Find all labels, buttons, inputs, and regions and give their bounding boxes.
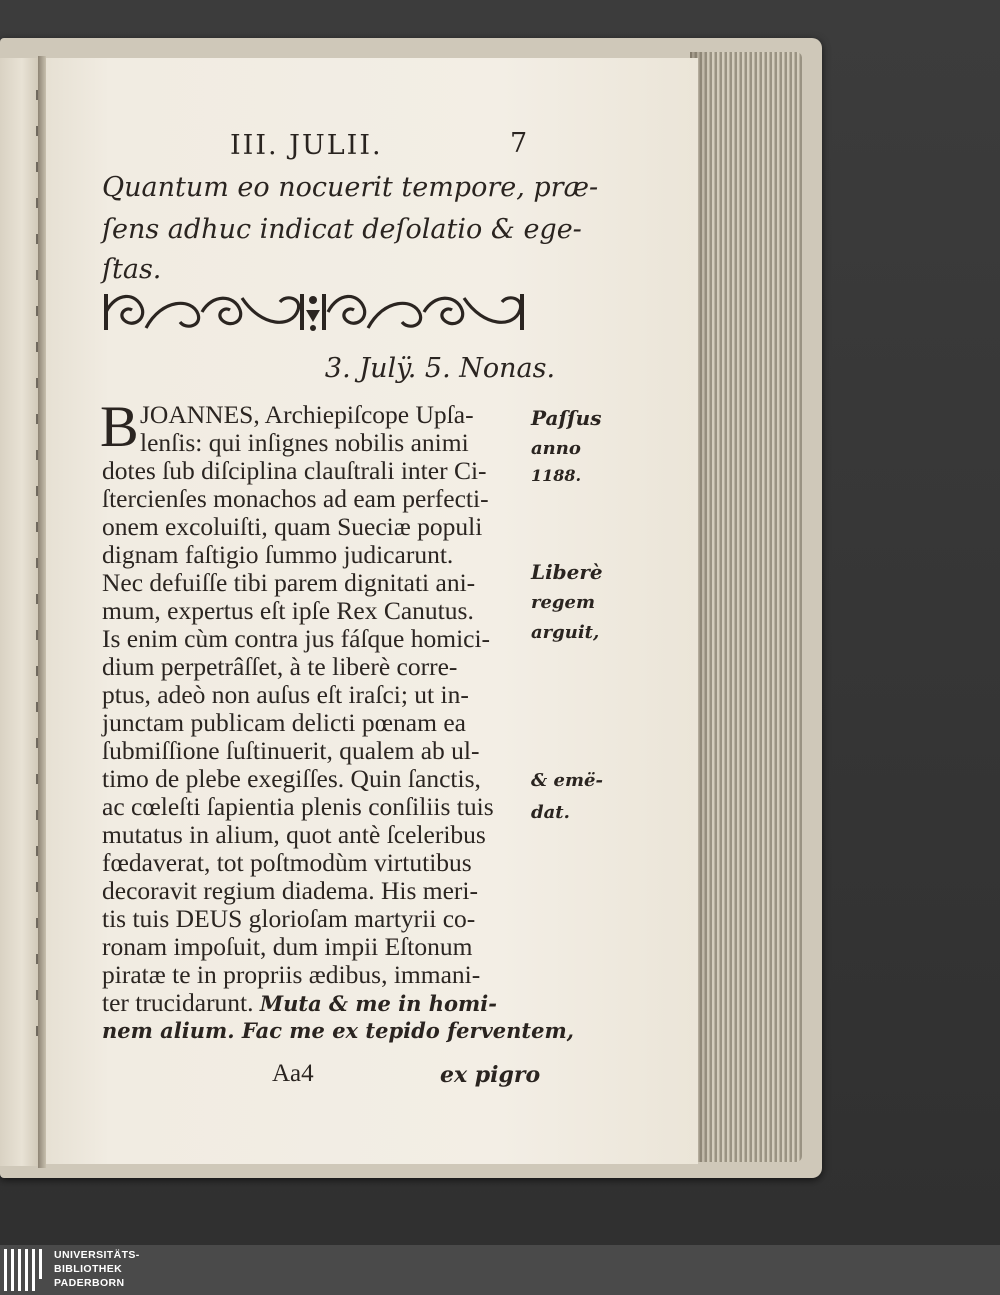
library-line-2: BIBLIOTHEK — [54, 1263, 123, 1275]
body-line-23: nem alium. Fac me ex tepido ferventem, — [102, 1018, 574, 1043]
body-line-9: Is enim cùm contra jus fáſque homici- — [102, 624, 491, 653]
body-line-15: ac cœleſti ſapientia plenis conſiliis tuis — [102, 792, 494, 821]
page-number: 7 — [510, 128, 528, 159]
body-line-12: junctam publicam delicti pœnam ea — [102, 708, 466, 737]
day-heading — [0, 353, 1000, 384]
library-logo-icon — [4, 1249, 48, 1291]
signature-mark: Aa4 — [272, 1060, 314, 1087]
body-line-1: JOANNES, Archiepiſcope Upſa- — [140, 400, 474, 429]
body-line-13: ſubmiſſione ſuſtinuerit, qualem ab ul- — [102, 736, 480, 765]
library-footer — [0, 1245, 1000, 1295]
margin-note-5: regem — [531, 592, 596, 613]
body-line-11: ptus, adeò non auſus eſt iraſci; ut in- — [102, 680, 469, 709]
body-line-14: timo de plebe exegiſſes. Quin ſanctis, — [102, 764, 481, 793]
ornament-band — [102, 288, 526, 336]
margin-note-3: 1188. — [531, 466, 582, 485]
body-line-10: dium perpetrâſſet, à te liberè corre- — [102, 652, 458, 681]
body-line-8: mum, expertus eſt ipſe Rex Canutus. — [102, 596, 474, 625]
library-name — [54, 1248, 140, 1290]
margin-note-7: & emë- — [531, 770, 603, 791]
body-line-21: piratæ te in propriis ædibus, immani- — [102, 960, 481, 989]
body-line-20: ronam impoſuit, dum impii Eſtonum — [102, 932, 473, 961]
drop-cap: B — [100, 394, 139, 459]
body-line-19: tis tuis DEUS glorioſam martyrii co- — [102, 904, 476, 933]
margin-note-4: Liberè — [531, 560, 603, 584]
body-line-16: mutatus in alium, quot antè ſceleribus — [102, 820, 486, 849]
margin-note-8: dat. — [531, 802, 570, 823]
body-line-17: fœdaverat, tot poſtmodùm virtutibus — [102, 848, 472, 877]
page-edges — [690, 52, 802, 1162]
library-line-3: PADERBORN — [54, 1277, 125, 1289]
intro-line-2: ſens adhuc indicat deſolatio & ege- — [102, 214, 582, 245]
body-line-7: Nec defuiſſe tibi parem dignitati ani- — [102, 568, 476, 597]
body-line-3: dotes ſub diſciplina clauſtrali inter Ci- — [102, 456, 487, 485]
margin-note-2: anno — [531, 438, 581, 459]
library-line-1: UNIVERSITÄTS- — [54, 1249, 140, 1261]
catchword: ex pigro — [440, 1062, 541, 1088]
running-head: III. JULII. — [230, 130, 383, 161]
intro-line-1: Quantum eo nocuerit tempore, præ- — [102, 172, 599, 203]
body-line-5: onem excoluiſti, quam Sueciæ populi — [102, 512, 483, 541]
intro-line-3: ſtas. — [102, 254, 162, 285]
body-line-6: dignam faſtigio ſummo judicarunt. — [102, 540, 454, 569]
body-line-22 — [102, 988, 497, 1018]
body-line-18: decoravit regium diadema. His meri- — [102, 876, 478, 905]
body-line-22-italic: Muta & me in homi- — [259, 991, 497, 1016]
gutter — [38, 56, 46, 1168]
left-page — [0, 58, 40, 1166]
margin-note-1: Paſſus — [531, 406, 602, 430]
body-line-2: lenſis: qui inſignes nobilis animi — [140, 428, 469, 457]
body-line-22-roman: ter trucidarunt. — [102, 988, 254, 1017]
day-heading-text: 3. Julÿ. 5. Nonas. — [324, 353, 556, 384]
body-line-4: ſtercienſes monachos ad eam perfecti- — [102, 484, 489, 513]
margin-note-6: arguit, — [531, 622, 600, 643]
